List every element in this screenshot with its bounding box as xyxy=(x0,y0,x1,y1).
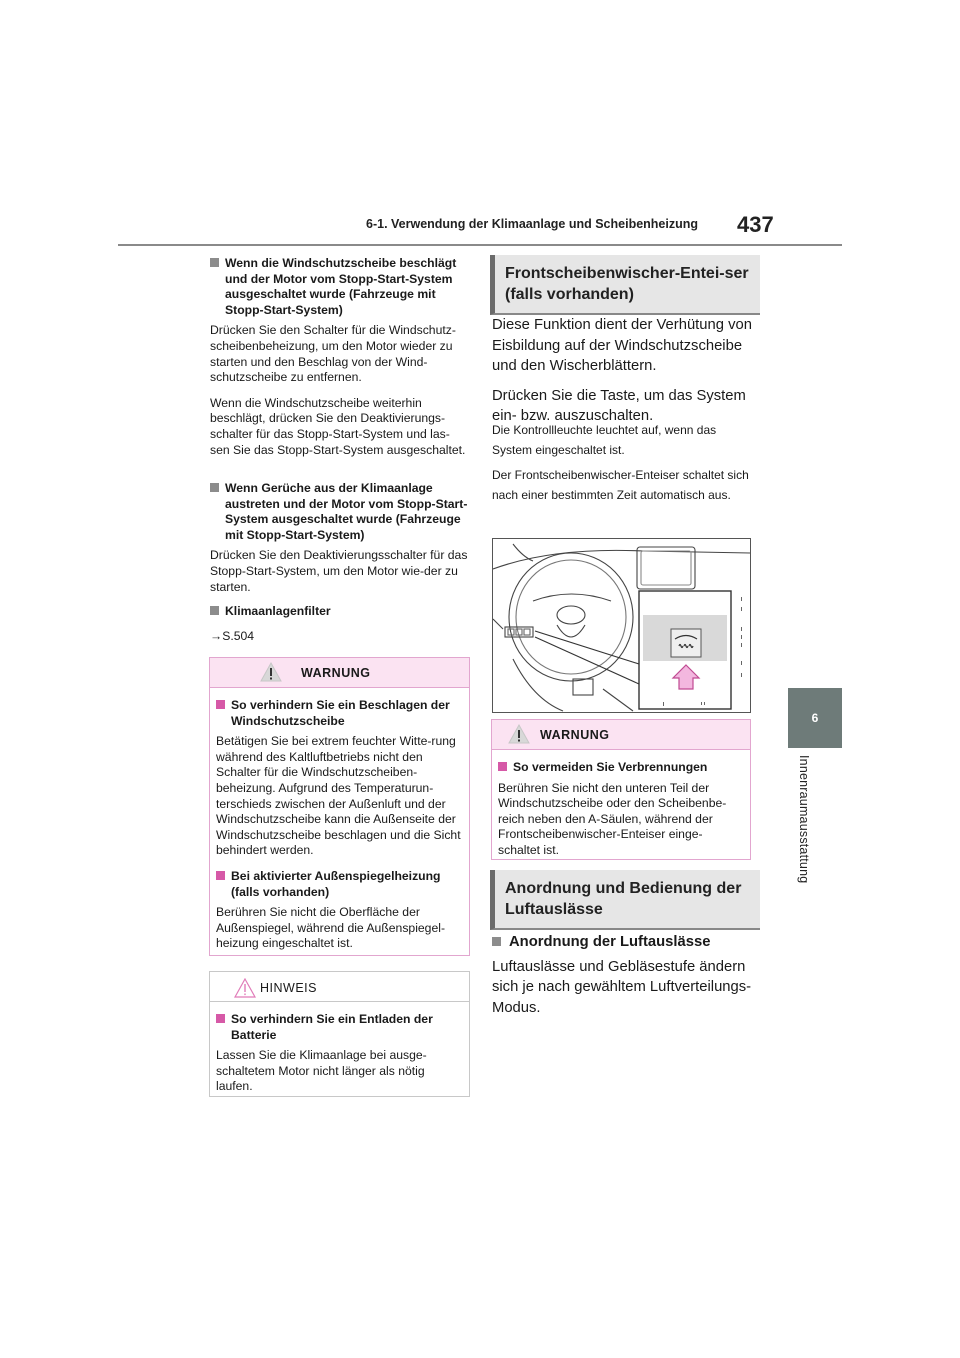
deicer-notes xyxy=(492,420,752,505)
square-bullet-icon xyxy=(498,762,507,771)
square-bullet-icon xyxy=(216,700,225,709)
warning-triangle-icon xyxy=(508,724,530,744)
paragraph: Diese Funktion dient der Verhütung von Eisbildung auf der Windschutzscheibe und den Wischerblättern. xyxy=(492,317,752,374)
section-heading-vents: Anordnung und Bedienung der Luftauslässe xyxy=(490,870,760,930)
defog-stop-start-section xyxy=(210,256,468,468)
paragraph: Drücken Sie den Schalter für die Windschutz-scheibenbeheizung, um den Motor wieder zu starten und den Beschlag von der Wind-schutzscheibe zu entfernen. xyxy=(210,323,456,385)
page-number: 437 xyxy=(737,212,774,237)
warning-title: WARNUNG xyxy=(540,728,610,742)
page-reference-link[interactable]: →S.504 xyxy=(210,628,255,643)
header-rule xyxy=(118,244,842,246)
warning-box xyxy=(209,657,470,956)
warning-title-bar xyxy=(492,720,750,750)
paragraph: Wenn die Windschutzscheibe weiterhin beschlägt, drücken Sie den Deaktivierungs-schalter für das Stopp-Start-System und las-sen Sie das Stopp-Start-System ausgeschaltet. xyxy=(210,395,466,457)
note-line: Der Frontscheibenwischer-Enteiser schaltet sich nach einer bestimmten Zeit automatisch aus. xyxy=(492,468,749,502)
square-bullet-icon xyxy=(210,483,219,492)
running-header: 6-1. Verwendung der Klimaanlage und Scheibenheizung xyxy=(366,217,699,231)
caution-triangle-icon xyxy=(234,978,256,998)
warning-text: Betätigen Sie bei extrem feuchter Witte-rung während des Kaltluftbetriebs nicht den Schalter für die Windschutzscheiben-beheizung. Aufgrund des Temperaturun-terschieds zwischen der Außenluft und der Windschutzscheibe kann die Außenseite der Windschutzscheibe beschlagen und die Sicht behindert werden. xyxy=(216,734,461,858)
paragraph: Drücken Sie den Deaktivierungsschalter für das Stopp-Start-System, um den Motor wie-der zu starten. xyxy=(210,548,468,594)
square-bullet-icon xyxy=(492,937,501,946)
warning-title-bar xyxy=(210,658,469,688)
warning-heading: So verhindern Sie ein Beschlagen der Windschutzscheibe xyxy=(216,698,463,729)
warning-text: Berühren Sie nicht den unteren Teil der Windschutzscheibe oder den Scheibenbe-reich neben den A-Säulen, während der Frontscheibenwischer-Enteiser einge-schaltet ist. xyxy=(498,780,727,857)
warning-heading: Bei aktivierter Außenspiegelheizung (falls vorhanden) xyxy=(216,869,463,900)
section-heading-deicer: Frontscheibenwischer-Entei-ser (falls vorhanden) xyxy=(490,255,760,315)
square-bullet-icon xyxy=(210,258,219,267)
warning-title: WARNUNG xyxy=(301,666,371,680)
note-title-bar xyxy=(210,972,469,1002)
chapter-tab xyxy=(788,688,842,748)
warning-text: Berühren Sie nicht die Oberfläche der Außenspiegel, während die Außenspiegel-heizung eingeschaltet ist. xyxy=(216,905,446,951)
block-heading: Wenn die Windschutzscheibe beschlägt und der Motor vom Stopp-Start-System ausgeschaltet wurde (Fahrzeuge mit Stopp-Start-System) xyxy=(210,256,468,318)
odor-stop-start-section xyxy=(210,481,468,605)
chapter-number: 6 xyxy=(811,711,819,725)
dashboard-illustration xyxy=(492,538,751,713)
block-heading: Wenn Gerüche aus der Klimaanlage austreten und der Motor vom Stopp-Start-System ausgeschaltet wurde (Fahrzeuge mit Stopp-Start-System) xyxy=(210,481,468,543)
paragraph: Luftauslässe und Gebläsestufe ändern sich je nach gewähltem Luftverteilungs-Modus. xyxy=(492,958,752,1016)
vents-section xyxy=(492,932,752,1018)
square-bullet-icon xyxy=(216,871,225,880)
chapter-title: Innenraumausstattung xyxy=(797,755,811,884)
square-bullet-icon xyxy=(216,1014,225,1023)
subsection-heading: Anordnung der Luftauslässe xyxy=(492,932,752,953)
note-box xyxy=(209,971,470,1097)
block-heading: Klimaanlagenfilter xyxy=(210,604,468,620)
air-filter-section xyxy=(210,604,468,654)
warning-heading: So vermeiden Sie Verbrennungen xyxy=(498,760,744,776)
note-text: Lassen Sie die Klimaanlage bei ausge-schaltetem Motor nicht länger als nötig laufen. xyxy=(216,1048,427,1094)
note-title: HINWEIS xyxy=(260,981,317,995)
square-bullet-icon xyxy=(210,606,219,615)
warning-triangle-icon xyxy=(260,662,282,682)
dashboard-drawing xyxy=(493,539,750,712)
paragraph: Drücken Sie die Taste, um das System ein- bzw. auszuschalten. xyxy=(492,387,746,424)
deicer-description xyxy=(492,315,752,437)
note-line: Die Kontrollleuchte leuchtet auf, wenn das System eingeschaltet ist. xyxy=(492,423,717,457)
warning-box-right xyxy=(491,719,751,860)
note-heading: So verhindern Sie ein Entladen der Batterie xyxy=(216,1012,463,1043)
